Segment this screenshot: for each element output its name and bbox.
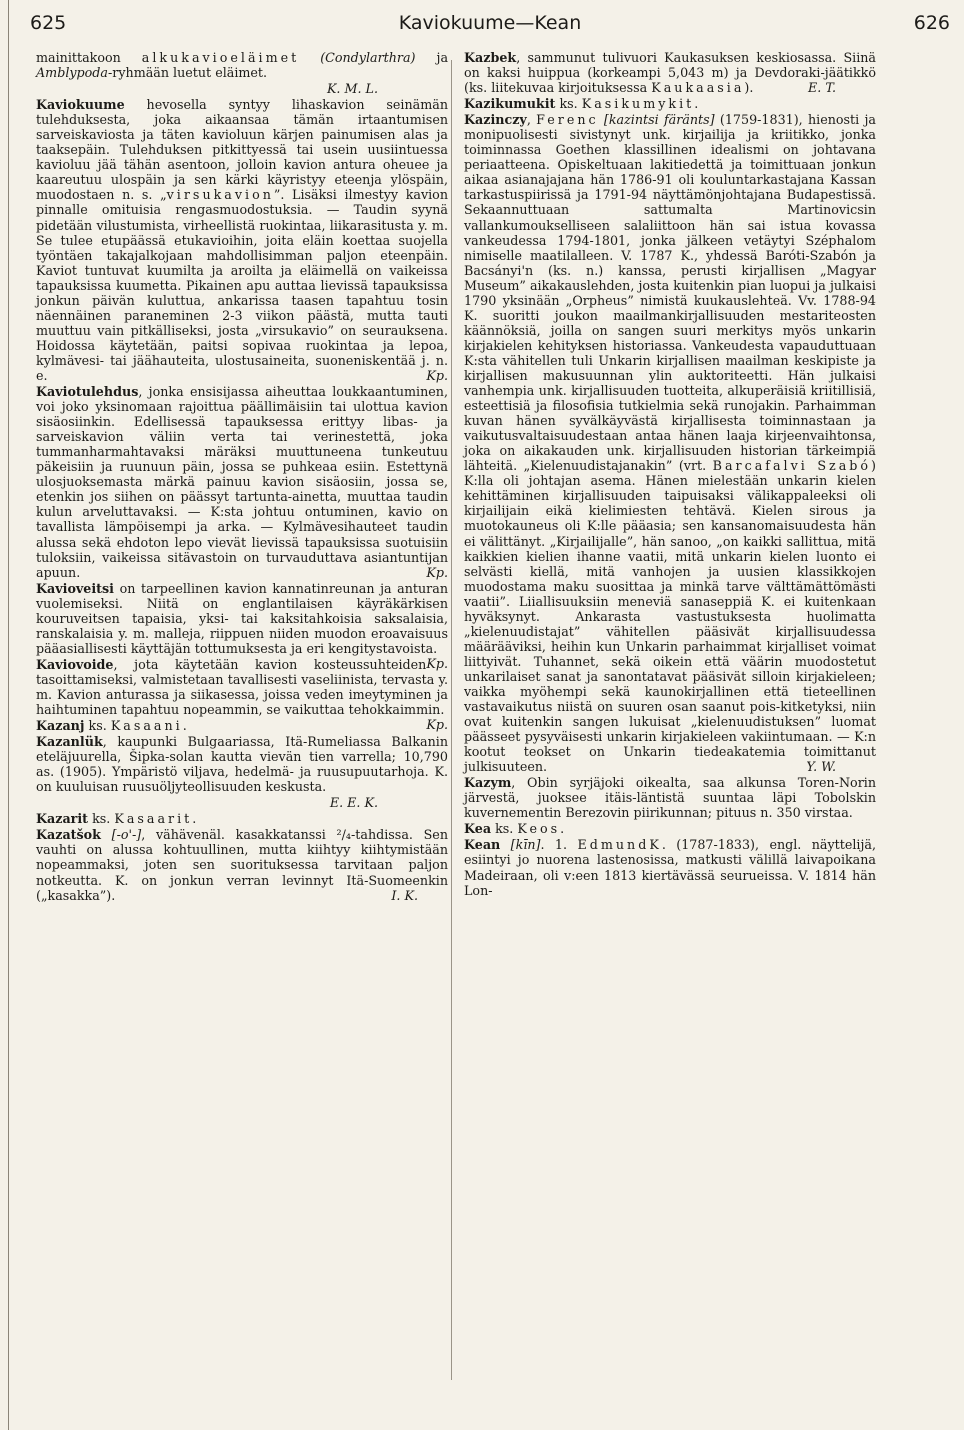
- entry-text: .: [694, 96, 699, 112]
- entry-signature: Kp.: [426, 564, 448, 580]
- entry-text: EdmundK: [577, 837, 662, 853]
- page-edge-rule: [8, 0, 9, 1430]
- entry-text: . (1787-1833), engl. näyttelijä, esiintyi jo nuorena lastenosissa, matkusti välillä laivapoikana Madeiraan, oli v:een 1813 kiertävässä seurueissa. V. 1814 hän Lon-: [464, 837, 876, 898]
- entry-signature: E. E. K.: [329, 795, 378, 811]
- entry-text: .: [560, 821, 565, 837]
- headword: Kaviokuume: [36, 97, 125, 113]
- entry-text: mainittakoon: [36, 50, 142, 65]
- entry-text: ”. Lisäksi ilmestyy kavion pinnalle omituisia rengasmuodostuksia. — Taudin syynä pidetään vilustumista, virheellistä ruokintaa, liikarasitusta y. m. Se tulee etupäässä etukavioihin, joita eläin koettaa suojella työntäen takajalkojaan mahdollisimman paljon eteenpäin. Kaviot tuntuvat kuumilta ja aroilta ja eläimellä on vaikeissa tapauksissa kuumetta. Pikainen apu auttaa lievissä tapauksissa jonkun päivän kuluttua, ankarissa taasen tapahtuu tosin näennäinen paraneminen 2-3 viikon päästä, mutta tauti muuttuu vain pitkälliseksi, josta „virsukavio” on seurauksena. Hoidossa käytetään, paitsi sopivaa ruokintaa ja lepoa, kylmävesi- tai jäähauteita, ulostusaineita, suoneniskentää j. n. e.: [36, 187, 448, 383]
- headword: Kazinczy: [464, 112, 527, 128]
- headword: Kean: [464, 837, 501, 853]
- entry-signature: Y. W.: [806, 759, 836, 775]
- headword: Kaviovoide: [36, 656, 114, 672]
- headword: Kazikumukit: [464, 96, 556, 112]
- entry-text: , jota käytetään kavion kosteussuhteiden tasoittamiseksi, valmistetaan tavallisesti vaseliinista, tervasta y. m. Kavion anturassa ja siikasessa, joissa veden imeytyminen ja haihtuminen tapahtuu nopeammin, se vaikuttaa tehokkaimmin.: [36, 656, 448, 718]
- headword: Kazatšok: [36, 827, 101, 843]
- headword: Kazanlük: [36, 734, 103, 750]
- entry-signature: E. T.: [808, 80, 836, 96]
- headword: Kazarit: [36, 811, 89, 827]
- entry-text: virsukavion: [166, 187, 274, 203]
- entry-text: (Condylarthra): [299, 50, 416, 65]
- entry-text: Keos: [517, 821, 561, 837]
- headword: Kazanj: [36, 718, 85, 734]
- page-number-left: 625: [30, 12, 67, 34]
- headword: Kea: [464, 821, 492, 837]
- right-column: [464, 50, 876, 899]
- entry-signature: Kp.: [426, 717, 448, 733]
- entry-text: Kaukaasia: [651, 80, 745, 96]
- entry-signature: I. K.: [391, 887, 418, 903]
- entry-text: ks.: [491, 821, 518, 837]
- entry-text: (1759-1831), hienosti ja monipuolisesti sivistynyt unk. kirjailija ja kriitikko, jonka toiminnassa Goethen klassillinen idealismi on johtavana periaatteena. Opiskeltuaan lakitiedettä ja toimittuaan jonkun aikaa asianajajana hän 1786-91 oli kouluntarkastajana Kassan tarkastuspiirissä ja 1791-94 näyttämönjohtajana Budapestissä. Sekaannuttuaan sattumalta Martinovicsin vallankumoukselliseen salaliittoon hän sai istua kovassa vankeudessa 1794-1801, jonka jälkeen vetäytyi Széphalom nimiselle maatilalleen. V. 1787 K., yhdessä Baróti-Szabón ja Bacsányi'n (ks. n.) kanssa, perusti kirjallisen „Magyar Museum” aikakauslehden, josta kuitenkin pian luopui ja julkaisi 1790 yksinään „Orpheus” nimistä kuukauslehteä. Vv. 1788-94 K. suoritti joukon maailmankirjallisuuden mestariteosten käännöksiä, joilla on sangen suuri merkitys myös unkarin kirjakielen kehityksen historiassa. Vankeudesta vapauduttuaan K:sta vähitellen tuli Unkarin kirjallisen maailman keskipiste ja kirjallisen makusuunnan ylin auktoriteetti. Hän julkaisi vanhempia unk. kirjallisuuden tuotteita, alkuperäisiä kriitillisiä, esteettisiä ja filosofisia tutkielmia sekä runojakin. Parhaimman kuvan hänen syvälkäyvästä kirjallisesta toiminnastaan ja vaikutusvaltaisuudestaan antaa hänen laaja kirjeenvaihtonsa, joka on aikakauden unk. kirjallisuuden historian tärkeimpiä lähteitä. „Kielenuudistajanakin” (vrt.: [464, 112, 876, 474]
- entry-kazatsok: [36, 827, 448, 902]
- entry-text: Kasaani: [110, 718, 183, 734]
- entry-kazanluk: [36, 734, 448, 794]
- entry-kazikumukit: [464, 96, 876, 111]
- entry-text: alkukavioeläimet: [141, 50, 300, 65]
- entry-text: .: [192, 811, 197, 827]
- entry-text: . 1.: [540, 837, 578, 853]
- entry-text: , Obin syrjäjoki oikealta, saa alkunsa Toren-Norin järvestä, juoksee itäis-läntistä suuntaa läpi Tobolskin kuvernementin Berezovin piirikunnan; pituus n. 350 virstaa.: [464, 775, 876, 821]
- entry-text: [kīn]: [500, 837, 541, 853]
- entry-text: Barcafalvi Szabó: [712, 458, 872, 474]
- running-title: Kaviokuume—Kean: [398, 12, 582, 34]
- headword: Kazbek: [464, 50, 517, 65]
- entry-kazarit: [36, 811, 448, 826]
- entry-text: ,: [526, 112, 537, 128]
- entry-kazym: [464, 775, 876, 820]
- entry-text: , kaupunki Bulgaariassa, Itä-Rumeliassa Balkanin eteläjuurella, Šipka-solan kautta vievän tien varrella; 10,790 as. (1905). Ympäristö viljava, hedelmä- ja ruusupuutarhoja. K. on kuuluisan ruusuöljyteollisuuden keskusta.: [36, 734, 448, 795]
- entry-kaviokuume: [36, 97, 448, 383]
- page-header: [30, 10, 950, 46]
- entry-text: ks.: [88, 811, 115, 827]
- entry-text: [-o'-]: [100, 827, 142, 843]
- entry-kea: [464, 821, 876, 836]
- entry-continuation: [36, 50, 448, 80]
- headword: Kavioveitsi: [36, 580, 114, 596]
- entry-text: , sammunut tulivuori Kaukasuksen keskiosassa. Siinä on kaksi huippua (korkeampi 5,043 m) ja Devdoraki-jäätikkö (ks. liitekuvaa kirjoituksessa: [464, 50, 876, 96]
- entry-kazinczy: [464, 112, 876, 774]
- entry-text: Kasaarit: [114, 811, 193, 827]
- entry-text: Ferenc: [536, 112, 599, 128]
- entry-text: ) K:lla oli johtajan asema. Hänen mielestään unkarin kielen kehittäminen kirjallisuuden taipuisaksi välikappaleeksi oli kirjailijain eikä kielimiesten tehtävä. Kielen sirous ja muotokauneus oli K:lle pääasia; sen kansanomaisuudesta hän ei välittänyt. „Kirjailijalle”, hän sanoo, „on kaikki sallittua, mitä kaikkien kielien ihanne vaatii, mitä unkarin kielen luonto ei selvästi kiellä, mitä vanhojen ja uusien klassikkojen muodostama maku suosittaa ja minkä tarve välttämättömästi vaatii”. Liiallisuuksiin meneviä sanaseppiä K. ei kuitenkaan hyväksynyt. Ankarasta vastustuksesta huolimatta „kielenuudistajat” vähitellen pääsivät kirjallisuudessa määrääviksi, heihin kun Unkarin parhaimmat kirjalliset voimat liittyivät. Tuhannet, sekä oikein että väärin muodostetut unkarilaiset sanat ja sanontatavat pääsivät silloin kirjakieleen; vaikka myöhempi sekä kaunokirjallinen että tieteellinen vastavaikutus niistä on suuren osan saanut pois-kitketyksi, niin ovat kuitenkin sangen lukuisat „kielenuudistuksen” luomat päässeet pysyväisesti unkarin kirjakieleen vakiintumaan. — K:n kootut teokset on Unkarin tiedeakatemia toimittanut julkisuuteen.: [464, 458, 876, 775]
- entry-text: Amblypoda: [36, 65, 108, 81]
- entry-text: ja: [415, 50, 449, 65]
- headword: Kaviotulehdus: [36, 384, 139, 400]
- entry-signature: Kp.: [426, 367, 448, 383]
- entry-kaviotulehdus: [36, 384, 448, 580]
- column-divider: [451, 60, 452, 1380]
- entry-kean: [464, 837, 876, 897]
- entry-kazanj: [36, 718, 448, 733]
- entry-text: -ryhmään luetut eläimet.: [108, 65, 268, 81]
- entry-text: [kazintsi färänts]: [598, 112, 715, 128]
- entry-signature: K. M. L.: [326, 81, 378, 97]
- page-number-right: 626: [913, 12, 950, 34]
- entry-text: ks.: [84, 718, 111, 734]
- entry-text: .: [182, 718, 187, 734]
- left-column: [36, 50, 448, 904]
- entry-text: ks.: [555, 96, 582, 112]
- entry-text: , vähävenäl. kasakkatanssi ²/₄-tahdissa. Sen vauhti on alussa kohtuullinen, mutta kiihtyy kiihtymistään nopeammaksi, joten sen suorituksessa tarvitaan paljon notkeutta. K. on jonkun verran levinnyt Itä-Suomeenkin („kasakka”).: [36, 827, 448, 903]
- entry-signature: Kp.: [426, 655, 448, 671]
- entry-text: on tarpeellinen kavion kannatinreunan ja anturan vuolemiseksi. Niitä on englantilaisen käyräkärkisen kouruveitsen tapaisia, yksi- tai kaksitahkoisia saksalaisia, ranskalaisia y. m. malleja, riippuen niiden muodon eroavaisuus pääasiallisesti käyttäjän tottumuksesta ja eri kengitystavoista.: [36, 580, 448, 656]
- entry-text: , jonka ensisijassa aiheuttaa loukkaantuminen, voi joko yksinomaan rajoittua päällimäisiin tai ulottua kavion sisäosiinkin. Edellisessä tapauksessa erittyy libas- ja sarveiskavion väliin verta tai verinestettä, joka tummanharmahtavaksi märäksi muuttuneena tunkeutuu päkeisiin ja ruunuun päin, jossa se puhkeaa esiin. Estettynä ulosjuoksemasta märkä painuu kavion sisäosiin, jossa se, etenkin jos siihen on päässyt tartunta-ainetta, muuttaa taudin kulun arveluttavaksi. — K:sta johtuu ontuminen, kavio on tavallista lämpöisempi ja arka. — Kylmävesihauteet taudin alussa sekä ehdoton lepo vievät lievissä tapauksissa suotuisiin tuloksiin, vaikeissa sitävastoin on turvauduttava asiantuntijan apuun.: [36, 384, 448, 580]
- entry-kazbek: [464, 50, 876, 95]
- headword: Kazym: [464, 775, 512, 791]
- entry-text: ).: [744, 80, 754, 96]
- entry-text: hevosella syntyy lihaskavion seinämän tulehduksesta, joka aikaansaa tämän irtaantumisen sarveiskaviosta ja täten kavioluun kärjen painumisen alas ja taaksepäin. Tulehduksen pitkittyessä tai usein uusiintuessa kavioluu jää tähän asentoon, jolloin kavion antura oheuee ja kaareutuu ulospäin ja sen kärki käyristyy eteenja ylöspäin, muodostaen n. s. „: [36, 97, 448, 203]
- entry-text: Kasikumykit: [581, 96, 695, 112]
